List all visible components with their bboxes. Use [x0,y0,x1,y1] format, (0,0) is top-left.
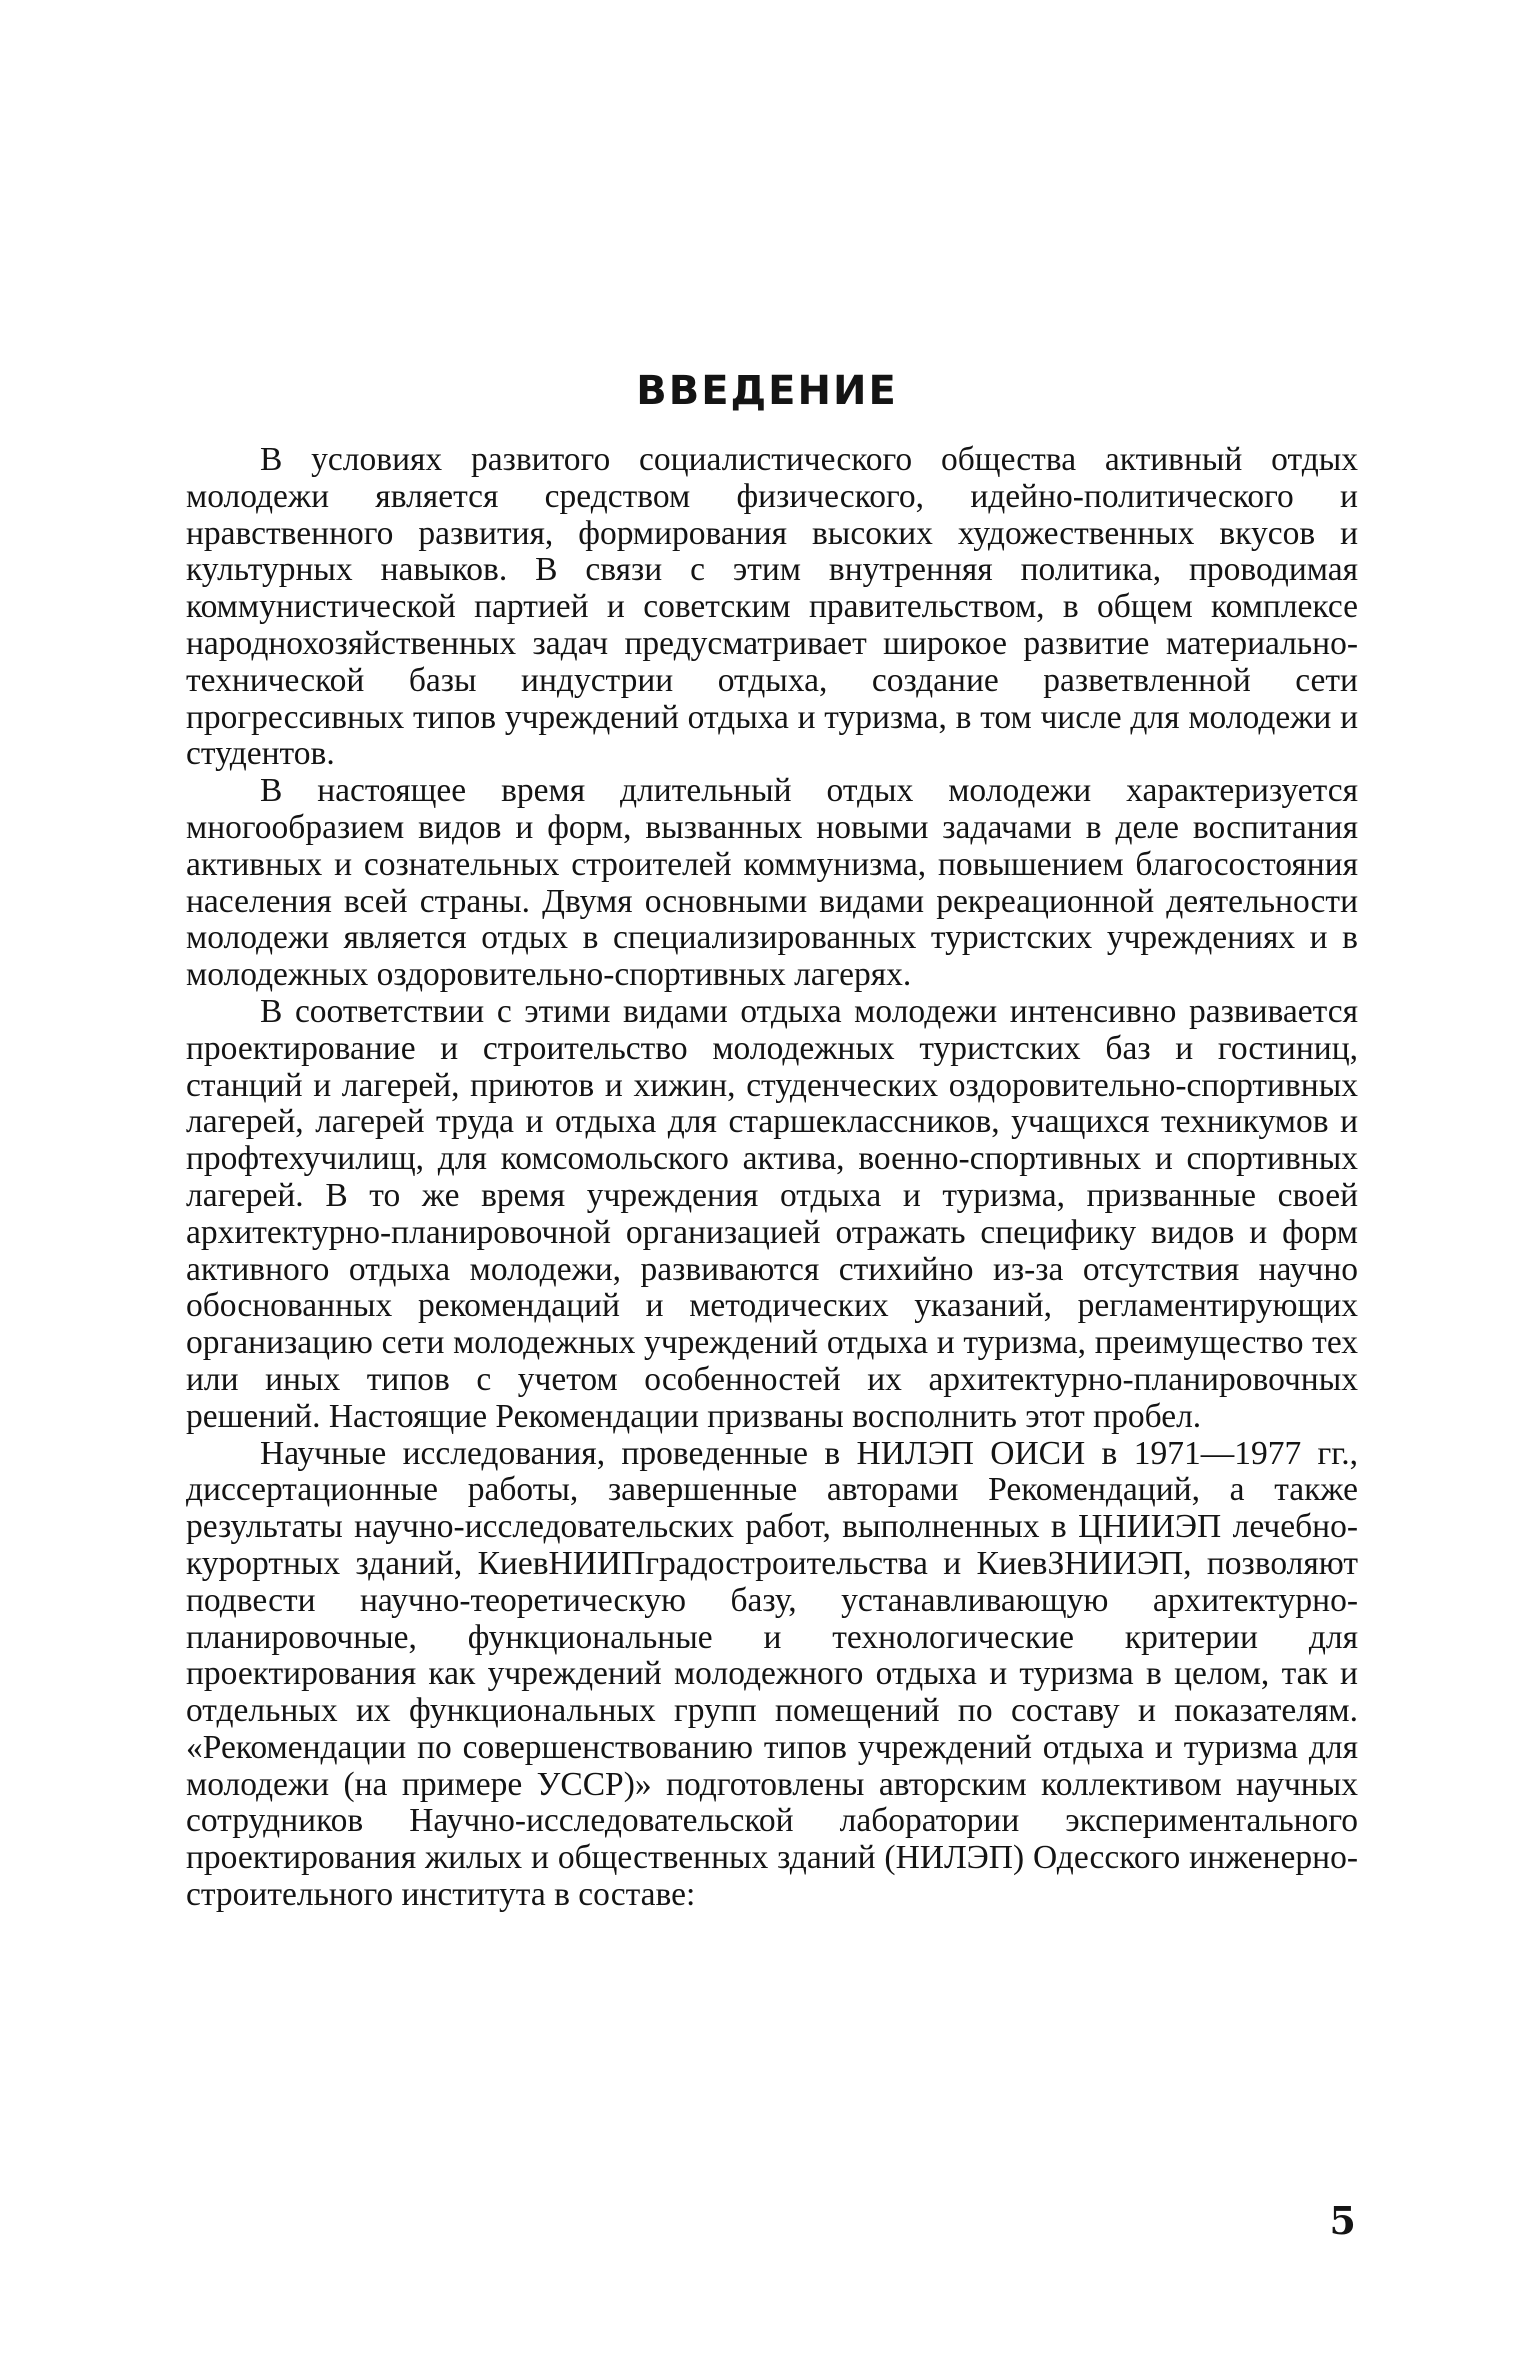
paragraph: В настоящее время длительный отдых молодежи характеризуется многообразием видов и форм, вызванных новыми задачами в деле воспитания активных и сознательных строителей коммунизма, повышением благосостояния населения всей страны. Двумя основными видами рекреационной деятельности молодежи является отдых в специализированных туристских учреждениях и в молодежных оздоровительно-спортивных лагерях. [186,772,1358,994]
paragraph: В соответствии с этими видами отдыха молодежи интенсивно развивается проектирование и строительство молодежных туристских баз и гостиниц, станций и лагерей, приютов и хижин, студенческих оздоровительно-спортивных лагерей, лагерей труда и отдыха для старшеклассников, учащихся техникумов и профтехучилищ, для комсомольского актива, военно-спортивных и спортивных лагерей. В то же время учреждения отдыха и туризма, призванные своей архитектурно-планировочной организацией отражать специфику видов и форм активного отдыха молодежи, развиваются стихийно из-за отсутствия научно обоснованных рекомендаций и методических указаний, регламентирующих организацию сети молодежных учреждений отдыха и туризма, преимущество тех или иных типов с учетом особенностей их архитектурно-планировочных решений. Настоящие Рекомендации призваны восполнить этот пробел. [186,992,1358,1435]
page-number: 5 [1329,2198,1356,2243]
paragraph: В условиях развитого социалистического общества активный отдых молодежи является средством физического, идейно-политического и нравственного развития, формирования высоких художественных вкусов и культурных навыков. В связи с этим внутренняя политика, проводимая коммунистической партией и советским правительством, в общем комплексе народнохозяйственных задач предусматривает широкое развитие материально-технической базы индустрии отдыха, создание разветвленной сети прогрессивных типов учреждений отдыха и туризма, в том числе для молодежи и студентов. [186,441,1358,773]
page-title: ВВЕДЕНИЕ [636,368,898,414]
paragraph: Научные исследования, проведенные в НИЛЭП ОИСИ в 1971—1977 гг., диссертационные работы, завершенные авторами Рекомендаций, а также результаты научно-исследовательских работ, выполненных в ЦНИИЭП лечебно-курортных зданий, КиевНИИПградостроительства и КиевЗНИИЭП, позволяют подвести научно-теоретическую базу, устанавливающую архитектурно-планировочные, функциональные и технологические критерии для проектирования как учреждений молодежного отдыха и туризма в целом, так и отдельных их функциональных групп помещений по составу и показателям. «Рекомендации по совершенствованию типов учреждений отдыха и туризма для молодежи (на примере УССР)» подготовлены авторским коллективом научных сотрудников Научно-исследовательской лаборатории экспериментального проектирования жилых и общественных зданий (НИЛЭП) Одесского инженерно-строительного института в составе: [186,1434,1358,1914]
body-text [186,442,1358,1914]
